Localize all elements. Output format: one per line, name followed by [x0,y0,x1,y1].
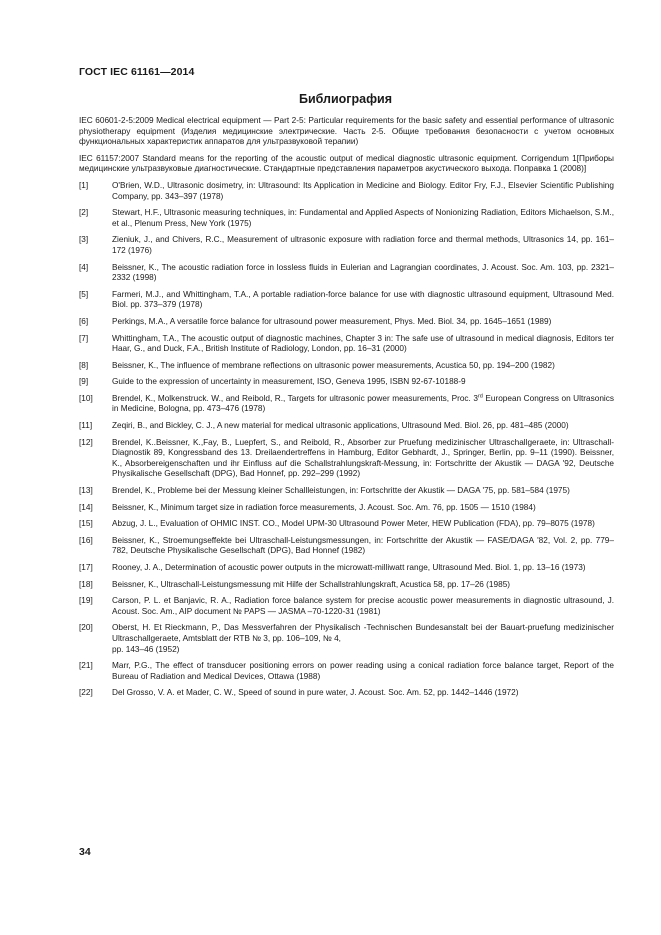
reference-text: Brendel, K..Beissner, K.,Fay, B., Luepfert, S., and Reibold, R., Absorber zur Pruefung medizinischer Ultraschallgeraete, in: Ultraschall-Diagnostik 89, Kongressband des 13. Dreilaendertreffens in Hamburg, Editor Gebhardt, J., Springer, Berlin, pp. 9–11 (1990). Beissner, K., Absorbereigenschaften und ihr Einfluss auf die Schallstrahlungskraft-Messung, in: Fortschritte der Akustik — DAGA '92, Deutsche Physikalische Gesellschaft (DPG), Bad Honnef, pp. 292–299 (1992) [112,437,614,479]
reference-text: Zeqiri, B., and Bickley, C. J., A new material for medical ultrasonic applications, Ultrasound Med. Biol. 26, pp. 481–485 (2000) [112,421,569,431]
reference-item [79,596,614,617]
reference-number: [9] [79,377,89,387]
reference-number: [2] [79,208,89,218]
reference-number: [14] [79,502,93,512]
reference-item [79,181,614,202]
reference-text-part: European Congress on Ultrasonics in Medicine, Bologna, pp. 473–476 (1978) [112,393,614,414]
bibliography-title: Библиография [298,92,393,106]
reference-text: Whittingham, T.A., The acoustic output of diagnostic machines, Chapter 3 in: The safe use of ultrasound in medical diagnosis, Editors ter Haar, G., and Duck, F.A., British Institute of Radiology, London, pp. 16–31 (2000) [112,333,614,354]
reference-text: Perkings, M.A., A versatile force balance for ultrasound power measurement, Phys. Med. Biol. 34, pp. 1645–1651 (1989) [112,316,552,326]
reference-number: [3] [79,235,89,245]
reference-number: [4] [79,262,89,272]
reference-text: Beissner, K., Minimum target size in radiation force measurements, J. Acoust. Soc. Am. 76, pp. 1505 — 1510 (1984) [112,502,536,512]
reference-item [79,421,614,432]
reference-item [79,536,614,557]
reference-item [79,580,614,591]
reference-item [79,394,614,415]
reference-item [79,235,614,256]
reference-list [79,181,614,699]
reference-text: Beissner, K., The acoustic radiation force in lossless fluids in Eulerian and Lagrangian coordinates, J. Acoust. Soc. Am. 103, pp. 2321–2332 (1998) [112,262,614,283]
reference-item [79,361,614,372]
reference-item [79,563,614,574]
reference-number: [13] [79,486,93,496]
reference-number: [15] [79,519,93,529]
reference-item [79,263,614,284]
bibliography-content [79,116,614,705]
reference-number: [1] [79,180,89,190]
reference-text-part: Brendel, K., Molkenstruck. W., and Reibold, R., Targets for ultrasonic power measurements, Proc. 3 [112,393,478,403]
reference-text: Del Grosso, V. A. et Mader, C. W., Speed of sound in pure water, J. Acoust. Soc. Am. 52, pp. 1442–1446 (1972) [112,688,519,698]
reference-text: Beissner, K., Stroemungseffekte bei Ultraschall-Leistungsmessungen, in: Fortschritte der Akustik — FASE/DAGA '82, Vol. 2, pp. 779–782, Deutsche Physikalische Gesellschaft (DPG), Bad Honnef (1982) [112,535,614,556]
reference-item [79,623,614,655]
reference-number: [8] [79,360,89,370]
reference-text: Carson, P. L. et Banjavic, R. A., Radiation force balance system for precise acoustic power measurements in diagnostic ultrasound, J. Acoust. Soc. Am., AIP document № PAPS — JASMA –70-1220-31 (1981) [112,596,614,616]
reference-item [79,208,614,229]
reference-number: [18] [79,579,93,589]
reference-item [79,317,614,328]
standard-reference: IEC 60601-2-5:2009 Medical electrical equipment — Part 2-5: Particular requirements for the basic safety and essential performance of ultrasonic physiotherapy equipment (Изделия медицинские электрические. Часть 2-5. Общие требования безопасности с учетом основных функциональных характеристик аппаратов для ультразвуковой терапии) [79,116,614,147]
reference-text: Abzug, J. L., Evaluation of OHMIC INST. CO., Model UPM-30 Ultrasound Power Meter, HEW Publication (FDA), pp. 79–8075 (1978) [112,519,595,529]
reference-text: Brendel, K., Probleme bei der Messung kleiner Schallleistungen, in: Fortschritte der Akustik — DAGA '75, pp. 581–584 (1975) [112,486,570,496]
ordinal-superscript: rd [477,393,483,400]
reference-item [79,503,614,514]
reference-number: [20] [79,623,93,633]
reference-number: [11] [79,421,93,431]
reference-text: O'Brien, W.D., Ultrasonic dosimetry, in: Ultrasound: Its Application in Medicine and Biology. Editor Fry, F.J., Elsevier Scientific Publishing Company, pp. 343–397 (1978) [112,180,614,201]
page-number: 34 [79,846,91,858]
reference-text: Beissner, K., Ultraschall-Leistungsmessung mit Hilfe der Schallstrahlungskraft, Acustica 58, pp. 17–26 (1985) [112,579,511,589]
reference-text: Zieniuk, J., and Chivers, R.C., Measurement of ultrasonic exposure with radiation force and thermal methods, Ultrasonics 14, pp. 161–172 (1976) [112,235,614,255]
reference-text [112,623,614,655]
reference-item [79,377,614,388]
reference-text: Rooney, J. A., Determination of acoustic power outputs in the microwatt-milliwatt range, Ultrasound Med. Biol. 1, pp. 13–16 (1973) [112,563,586,572]
reference-item [79,688,614,699]
reference-text: Stewart, H.F., Ultrasonic measuring techniques, in: Fundamental and Applied Aspects of Nonionizing Radiation, Editors Michaelson, S.M., et al., Plenum Press, New York (1975) [112,208,614,228]
reference-number: [7] [79,333,89,343]
reference-item [79,438,614,480]
reference-number: [5] [79,289,89,299]
reference-number: [12] [79,437,93,447]
reference-text-part: Oberst, H. Et Rieckmann, P., Das Messverfahren der Physikalisch -Technischen Bundesanstalt bei der Bauart-pruefung medizinischer Ultraschallgeraete, Amtsblatt der RTB № 3, pp. 106–109, № 4, [112,623,614,643]
reference-text-part: pp. 143–46 (1952) [112,644,180,654]
reference-text: Farmeri, M.J., and Whittingham, T.A., A portable radiation-force balance for use with diagnostic ultrasound equipment, Ultrasound Med. Biol. pp. 373–379 (1978) [112,289,614,310]
reference-number: [22] [79,688,93,698]
standard-reference: IEC 61157:2007 Standard means for the reporting of the acoustic output of medical diagnostic ultrasonic equipment. Corrigendum 1[Приборы медицинские ультразвуковые диагностические. Стандартные представления параметров акустического выхода. Поправка 1 (2008)] [79,153,614,174]
reference-text: Guide to the expression of uncertainty in measurement, ISO, Geneva 1995, ISBN 92-67-10188-9 [112,377,466,387]
reference-number: [10] [79,393,93,403]
reference-number: [6] [79,316,89,326]
reference-number: [16] [79,535,93,545]
reference-text [112,394,614,415]
reference-item [79,519,614,530]
document-header: ГОСТ IEC 61161—2014 [79,66,195,78]
reference-text: Beissner, K., The influence of membrane reflections on ultrasonic power measurements, Acustica 50, pp. 194–200 (1982) [112,360,555,370]
reference-number: [19] [79,596,93,606]
reference-text: Marr, P.G., The effect of transducer positioning errors on power reading using a conical radiation force balance target, Report of the Bureau of Radiation and Medical Devices, Ottawa (1988) [112,661,614,681]
reference-item [79,486,614,497]
reference-item [79,334,614,355]
reference-item [79,290,614,311]
reference-number: [21] [79,661,93,671]
reference-item [79,661,614,682]
reference-number: [17] [79,563,93,572]
